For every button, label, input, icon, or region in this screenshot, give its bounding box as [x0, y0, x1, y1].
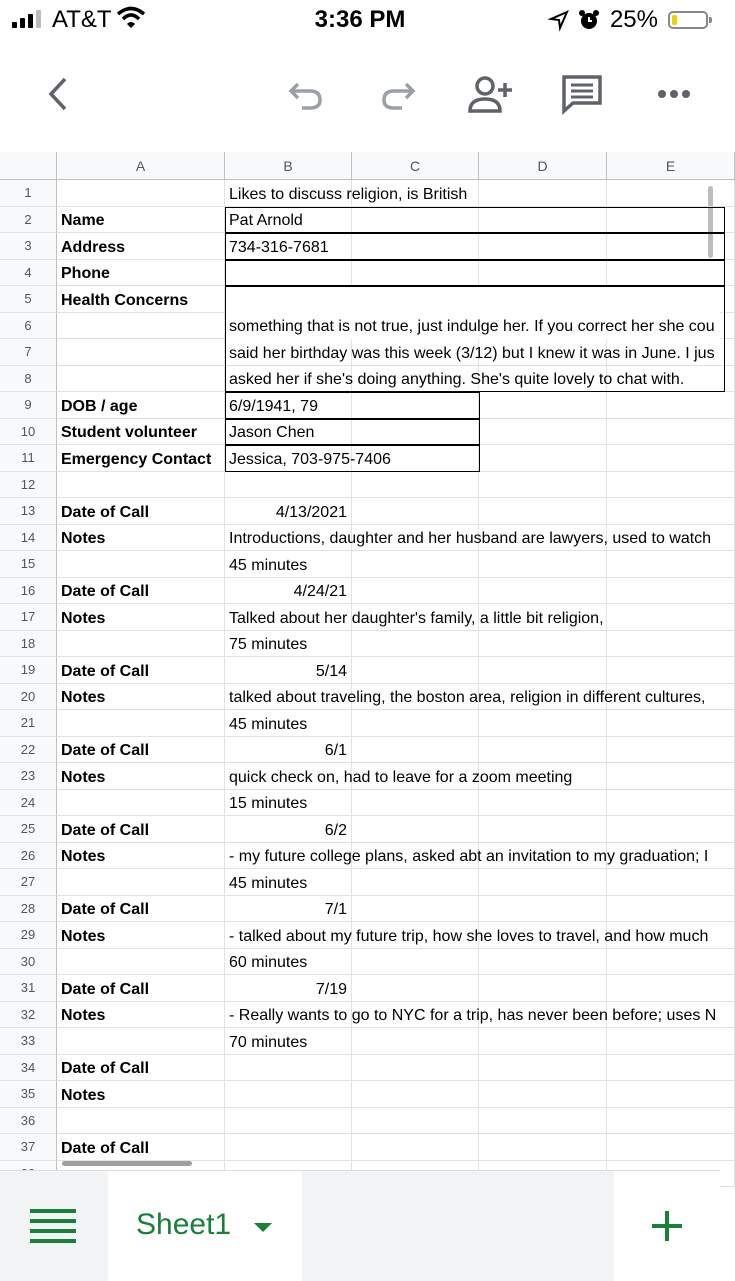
cell-d35[interactable]: [479, 1081, 607, 1108]
row-header[interactable]: 21: [0, 710, 57, 737]
value-cell: 4/13/2021: [275, 503, 347, 521]
row-header[interactable]: 22: [0, 737, 57, 764]
cell-e16[interactable]: [607, 578, 735, 605]
row-header[interactable]: 26: [0, 843, 57, 870]
cell-d30[interactable]: [479, 949, 607, 976]
value-cell: Jason Chen: [229, 424, 315, 441]
cell-d10[interactable]: [479, 419, 607, 446]
plus-icon: [650, 1209, 684, 1243]
row-header[interactable]: 18: [0, 631, 57, 658]
cell-e1[interactable]: [607, 180, 735, 207]
cell-d34[interactable]: [479, 1055, 607, 1082]
row-header[interactable]: 16: [0, 578, 57, 605]
value-cell: 45 minutes: [229, 715, 308, 733]
row-header[interactable]: 11: [0, 445, 57, 472]
cell-e4[interactable]: [607, 260, 735, 287]
row-header[interactable]: 37: [0, 1134, 57, 1161]
cell-e27[interactable]: [607, 869, 735, 896]
cell-e24[interactable]: [607, 790, 735, 817]
bottom-bar: [0, 1170, 720, 1281]
value-cell: - Really wants to go to NYC for a trip, has never been before; uses N: [229, 1007, 717, 1024]
cell-e23[interactable]: [607, 763, 735, 790]
row-header[interactable]: 31: [0, 975, 57, 1002]
row-header[interactable]: 23: [0, 763, 57, 790]
value-cell: Likes to discuss religion, is British: [229, 185, 468, 203]
cell-c25[interactable]: [352, 816, 479, 843]
back-icon[interactable]: [34, 70, 82, 118]
cell-d3[interactable]: [479, 233, 607, 260]
cell-d27[interactable]: [479, 869, 607, 896]
cell-c35[interactable]: [352, 1081, 479, 1108]
row-header[interactable]: 12: [0, 472, 57, 499]
cell-c2[interactable]: [352, 207, 479, 234]
cell-e15[interactable]: [607, 551, 735, 578]
row-header[interactable]: 6: [0, 313, 57, 340]
cell-c33[interactable]: [352, 1028, 479, 1055]
cell-a21[interactable]: [57, 710, 225, 737]
cell-d4[interactable]: [479, 260, 607, 287]
value-cell: 5/14: [315, 662, 347, 680]
value-cell: 45 minutes: [229, 874, 308, 892]
cell-c37[interactable]: [352, 1134, 479, 1161]
cell-c12[interactable]: [352, 472, 479, 499]
cell-d12[interactable]: [479, 472, 607, 499]
cell-a7[interactable]: [57, 339, 225, 366]
label-cell: Student volunteer: [61, 424, 198, 441]
cell-d28[interactable]: [479, 896, 607, 923]
value-cell: 45 minutes: [229, 556, 308, 574]
value-cell: 6/2: [324, 821, 347, 839]
value-cell: 6/1: [324, 742, 347, 759]
value-cell: Talked about her daughter's family, a little bit religion,: [229, 609, 604, 627]
sheet-tab[interactable]: [108, 1171, 302, 1281]
value-cell: 4/24/21: [293, 583, 347, 600]
value-cell: - talked about my future trip, how she loves to travel, and how much: [229, 927, 709, 945]
cell-c18[interactable]: [352, 631, 479, 658]
label-cell: Notes: [61, 1007, 106, 1024]
carrier-label: AT&T: [52, 6, 112, 33]
cell-d15[interactable]: [479, 551, 607, 578]
cell-c16[interactable]: [352, 578, 479, 605]
cell-e17[interactable]: [607, 604, 735, 631]
add-person-icon[interactable]: [466, 70, 514, 118]
cell-e37[interactable]: [607, 1134, 735, 1161]
row-header[interactable]: 9: [0, 392, 57, 419]
cell-a18[interactable]: [57, 631, 225, 658]
value-cell: 75 minutes: [229, 636, 308, 653]
cell-c4[interactable]: [352, 260, 479, 287]
cell-b35[interactable]: [225, 1081, 352, 1108]
row-header[interactable]: 35: [0, 1081, 57, 1108]
select-all-corner[interactable]: [0, 152, 57, 180]
value-cell: Pat Arnold: [229, 212, 303, 229]
label-cell: Date of Call: [61, 901, 150, 918]
row-header[interactable]: 17: [0, 604, 57, 631]
cell-c31[interactable]: [352, 975, 479, 1002]
cell-b34[interactable]: [225, 1055, 352, 1082]
label-cell: Health Concerns: [61, 291, 189, 309]
column-header-d[interactable]: D: [479, 152, 607, 180]
cell-d9[interactable]: [479, 392, 607, 419]
value-cell: 6/9/1941, 79: [229, 397, 318, 415]
value-cell: 7/1: [324, 901, 347, 918]
sheet-tab-label: Sheet1: [136, 1208, 232, 1241]
cell-c19[interactable]: [352, 657, 479, 684]
cell-e9[interactable]: [607, 392, 735, 419]
cell-a6[interactable]: [57, 313, 225, 340]
cell-d21[interactable]: [479, 710, 607, 737]
cell-d2[interactable]: [479, 207, 607, 234]
cell-e21[interactable]: [607, 710, 735, 737]
value-cell: 15 minutes: [229, 795, 308, 812]
row-header[interactable]: 14: [0, 525, 57, 552]
value-cell: quick check on, had to leave for a zoom meeting: [229, 768, 573, 786]
value-cell: - my future college plans, asked abt an invitation to my graduation; I: [229, 848, 709, 865]
cell-a27[interactable]: [57, 869, 225, 896]
cell-e31[interactable]: [607, 975, 735, 1002]
alarm-icon: [578, 9, 600, 31]
cell-e25[interactable]: [607, 816, 735, 843]
label-cell: Notes: [61, 1086, 106, 1104]
sheets-menu-icon[interactable]: [30, 1209, 76, 1245]
comment-icon[interactable]: [558, 70, 606, 118]
cell-b37[interactable]: [225, 1134, 352, 1161]
cell-e10[interactable]: [607, 419, 735, 446]
cell-e30[interactable]: [607, 949, 735, 976]
value-cell: something that is not true, just indulge her. If you correct her she cou: [229, 318, 715, 335]
column-header-e[interactable]: E: [607, 152, 735, 180]
cell-d25[interactable]: [479, 816, 607, 843]
row-header[interactable]: 20: [0, 684, 57, 711]
cell-d22[interactable]: [479, 737, 607, 764]
label-cell: Date of Call: [61, 503, 150, 521]
label-cell: Notes: [61, 609, 106, 627]
row-header[interactable]: 33: [0, 1028, 57, 1055]
cell-d31[interactable]: [479, 975, 607, 1002]
cell-e11[interactable]: [607, 445, 735, 472]
label-cell: Phone: [61, 265, 110, 282]
cell-c34[interactable]: [352, 1055, 479, 1082]
cell-c9[interactable]: [352, 392, 479, 419]
row-header[interactable]: 15: [0, 551, 57, 578]
label-cell: Date of Call: [61, 821, 150, 839]
cell-a33[interactable]: [57, 1028, 225, 1055]
cell-c15[interactable]: [352, 551, 479, 578]
value-cell: asked her if she's doing anything. She's quite lovely to chat with.: [229, 371, 685, 388]
spreadsheet-grid: [0, 152, 720, 1170]
battery-icon: [668, 11, 708, 29]
label-cell: Date of Call: [61, 583, 150, 600]
cell-e2[interactable]: [607, 207, 735, 234]
cell-b36[interactable]: [225, 1108, 352, 1135]
label-cell: DOB / age: [61, 397, 138, 415]
label-cell: Notes: [61, 848, 106, 865]
cell-e35[interactable]: [607, 1081, 735, 1108]
column-header-a[interactable]: A: [57, 152, 225, 180]
cell-e12[interactable]: [607, 472, 735, 499]
cell-e28[interactable]: [607, 896, 735, 923]
label-cell: Notes: [61, 689, 106, 706]
status-bar: [0, 0, 720, 40]
cell-a30[interactable]: [57, 949, 225, 976]
cell-a15[interactable]: [57, 551, 225, 578]
location-icon: [550, 11, 568, 29]
more-icon[interactable]: [650, 70, 698, 118]
label-cell: Date of Call: [61, 980, 150, 998]
row-header[interactable]: 27: [0, 869, 57, 896]
column-header-b[interactable]: B: [225, 152, 352, 180]
cell-c27[interactable]: [352, 869, 479, 896]
cell-e33[interactable]: [607, 1028, 735, 1055]
cell-c30[interactable]: [352, 949, 479, 976]
cell-d36[interactable]: [479, 1108, 607, 1135]
cell-b4[interactable]: [225, 260, 352, 287]
cell-d37[interactable]: [479, 1134, 607, 1161]
label-cell: Date of Call: [61, 742, 150, 759]
cell-d13[interactable]: [479, 498, 607, 525]
battery-percent: 25%: [609, 6, 658, 33]
row-header[interactable]: 4: [0, 260, 57, 287]
label-cell: Date of Call: [61, 1139, 150, 1157]
value-cell: 60 minutes: [229, 954, 308, 971]
row-header[interactable]: 10: [0, 419, 57, 446]
cell-c21[interactable]: [352, 710, 479, 737]
row-header[interactable]: 1: [0, 180, 57, 207]
row-header[interactable]: 2: [0, 207, 57, 234]
cell-e3[interactable]: [607, 233, 735, 260]
value-cell: said her birthday was this week (3/12) but I knew it was in June. I jus: [229, 344, 715, 362]
cell-d24[interactable]: [479, 790, 607, 817]
row-header[interactable]: 36: [0, 1108, 57, 1135]
cell-d1[interactable]: [479, 180, 607, 207]
add-sheet-button[interactable]: [614, 1171, 720, 1281]
row-header[interactable]: 28: [0, 896, 57, 923]
value-cell: talked about traveling, the boston area, religion in different cultures,: [229, 689, 706, 706]
cell-e18[interactable]: [607, 631, 735, 658]
cell-c13[interactable]: [352, 498, 479, 525]
cell-e22[interactable]: [607, 737, 735, 764]
label-cell: Notes: [61, 768, 106, 786]
cell-d18[interactable]: [479, 631, 607, 658]
label-cell: Notes: [61, 927, 106, 945]
label-cell: Date of Call: [61, 662, 150, 680]
label-cell: Name: [61, 212, 105, 229]
label-cell: Emergency Contact: [61, 450, 212, 468]
row-header[interactable]: 13: [0, 498, 57, 525]
cell-c24[interactable]: [352, 790, 479, 817]
row-header[interactable]: 30: [0, 949, 57, 976]
row-header[interactable]: 25: [0, 816, 57, 843]
row-header[interactable]: 3: [0, 233, 57, 260]
cell-c22[interactable]: [352, 737, 479, 764]
clock: 3:36 PM: [314, 6, 406, 33]
cell-e13[interactable]: [607, 498, 735, 525]
cell-e19[interactable]: [607, 657, 735, 684]
row-header[interactable]: 5: [0, 286, 57, 313]
row-header[interactable]: 8: [0, 366, 57, 393]
row-header[interactable]: 24: [0, 790, 57, 817]
cell-d11[interactable]: [479, 445, 607, 472]
cell-d19[interactable]: [479, 657, 607, 684]
cell-a24[interactable]: [57, 790, 225, 817]
row-header[interactable]: 34: [0, 1055, 57, 1082]
value-cell: 734-316-7681: [229, 238, 329, 256]
redo-icon[interactable]: [374, 70, 422, 118]
cell-d16[interactable]: [479, 578, 607, 605]
label-cell: Date of Call: [61, 1060, 150, 1077]
cell-c28[interactable]: [352, 896, 479, 923]
cell-a12[interactable]: [57, 472, 225, 499]
toolbar: [0, 40, 720, 152]
cell-d33[interactable]: [479, 1028, 607, 1055]
cell-e36[interactable]: [607, 1108, 735, 1135]
row-header[interactable]: 19: [0, 657, 57, 684]
row-header[interactable]: 7: [0, 339, 57, 366]
column-header-c[interactable]: C: [352, 152, 479, 180]
label-cell: Address: [61, 238, 126, 256]
cell-c3[interactable]: [352, 233, 479, 260]
row-header[interactable]: 29: [0, 922, 57, 949]
label-cell: Notes: [61, 530, 106, 547]
cell-a8[interactable]: [57, 366, 225, 393]
value-cell: 70 minutes: [229, 1033, 308, 1051]
undo-icon[interactable]: [282, 70, 330, 118]
value-cell: Introductions, daughter and her husband are lawyers, used to watch: [229, 530, 712, 547]
cell-a1[interactable]: [57, 180, 225, 207]
cell-e34[interactable]: [607, 1055, 735, 1082]
row-header[interactable]: 32: [0, 1002, 57, 1029]
cell-a36[interactable]: [57, 1108, 225, 1135]
cell-c10[interactable]: [352, 419, 479, 446]
sheet-tab-dropdown-icon[interactable]: [254, 1223, 272, 1232]
value-cell: Jessica, 703-975-7406: [229, 450, 391, 468]
cell-b12[interactable]: [225, 472, 352, 499]
value-cell: 7/19: [315, 980, 347, 998]
cell-c36[interactable]: [352, 1108, 479, 1135]
